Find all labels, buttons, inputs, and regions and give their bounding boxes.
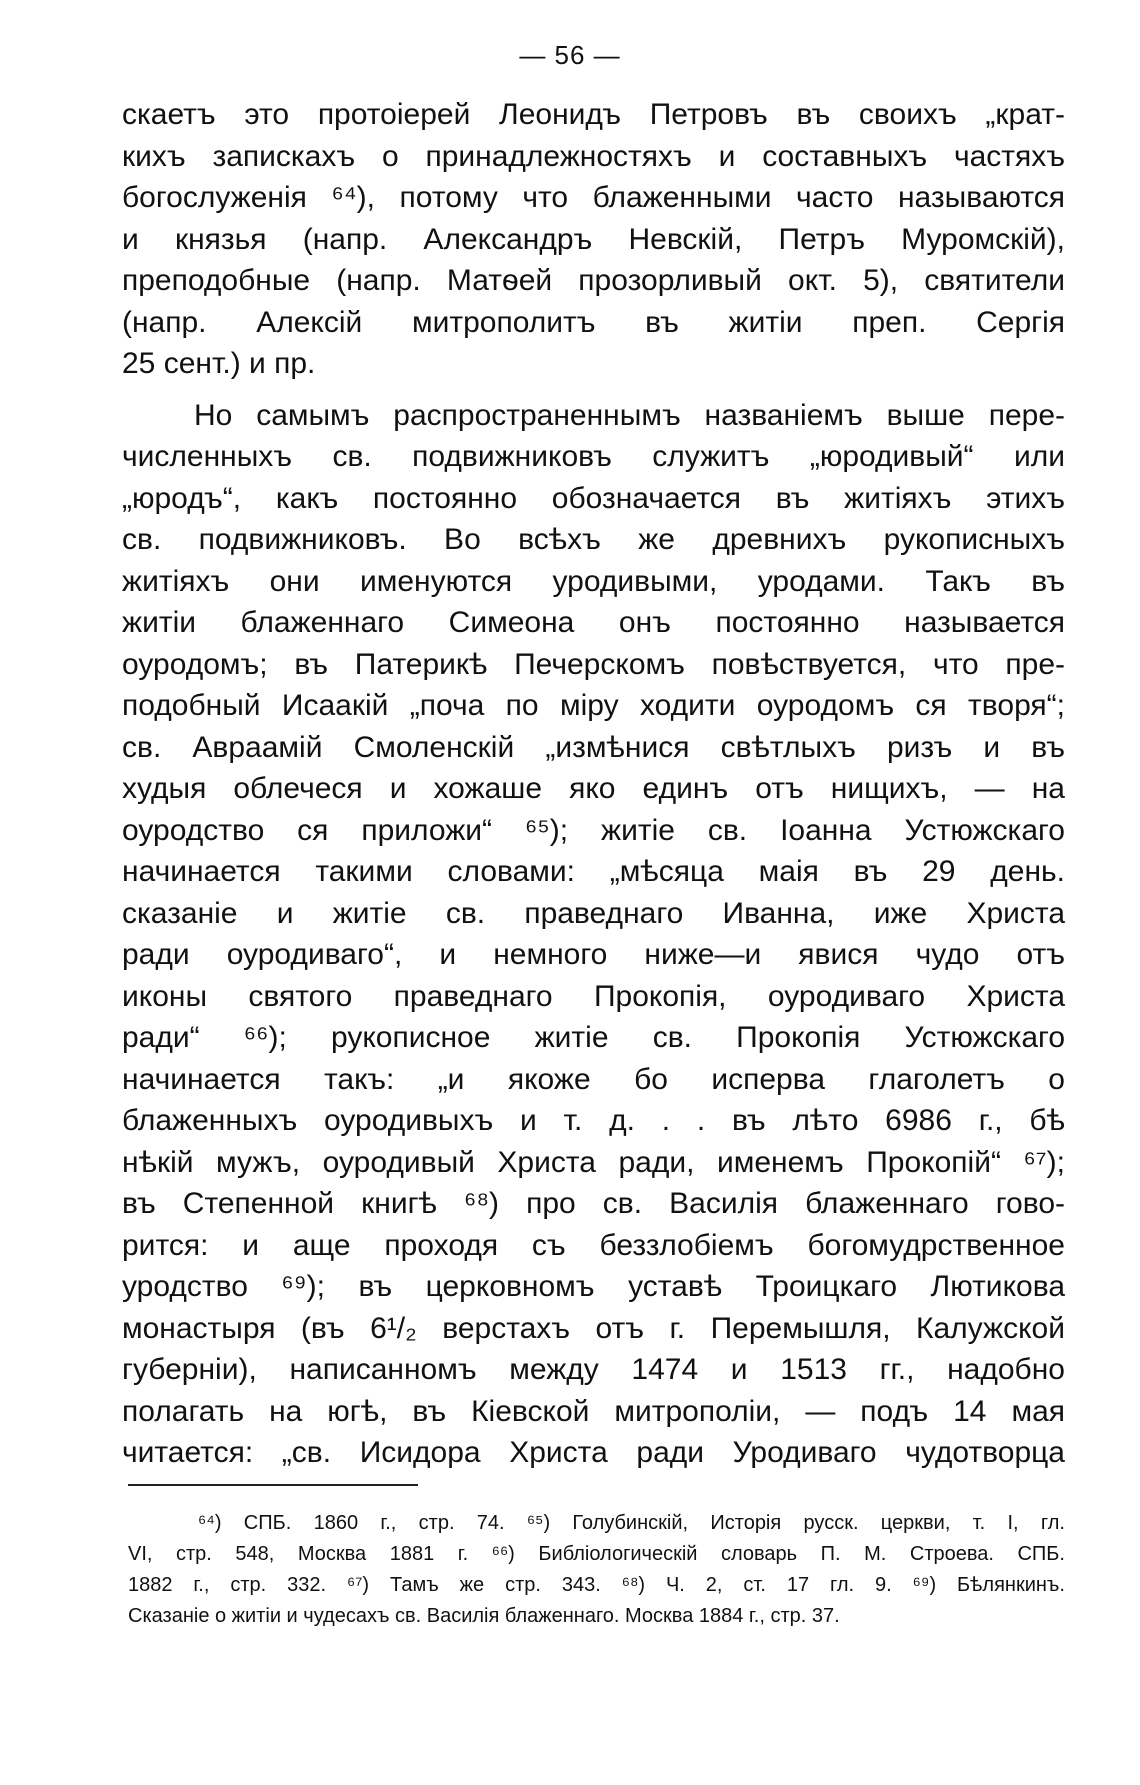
- text-line: богослуженія ⁶⁴), потому что блаженными часто называются: [122, 181, 1065, 214]
- main-text: [122, 94, 1065, 1474]
- text-line: полагать на югѣ, въ Кіевской митрополіи, — подъ 14 мая: [122, 1394, 1065, 1428]
- text-line: иконы святого праведнаго Прокопія, оуродиваго Христа: [122, 979, 1065, 1013]
- text-line: „юродъ“, какъ постоянно обозначается въ житіяхъ этихъ: [122, 481, 1065, 515]
- text-line: рится: и аще проходя съ беззлобіемъ богомудрственное: [122, 1228, 1065, 1262]
- text-line: читается: „св. Исидора Христа ради Уродиваго чудотворца: [122, 1436, 1065, 1469]
- paragraph-1: [122, 94, 1065, 385]
- text-line: ради“ ⁶⁶); рукописное житіе св. Прокопія Устюжскаго: [122, 1021, 1065, 1054]
- text-line: оуродомъ; въ Патерикѣ Печерскомъ повѣствуется, что пре-: [122, 647, 1065, 681]
- footnote-line: VI, стр. 548, Москва 1881 г. ⁶⁶) Библіологическій словарь П. М. Строева. СПБ.: [128, 1543, 1065, 1565]
- text-line: (напр. Алексій митрополитъ въ житіи преп. Сергія: [122, 305, 1065, 339]
- text-line: начинается такъ: „и якоже бо исперва глаголетъ о: [122, 1062, 1065, 1096]
- footnote-separator: [128, 1484, 418, 1486]
- text-line: 25 сент.) и пр.: [122, 347, 316, 380]
- text-line: подобный Исаакій „поча по міру ходити оуродомъ ся творя“;: [122, 689, 1065, 722]
- footnote-line: 1882 г., стр. 332. ⁶⁷) Тамъ же стр. 343. ⁶⁸) Ч. 2, ст. 17 гл. 9. ⁶⁹) Бѣлянкинъ.: [128, 1574, 1065, 1596]
- text-line: оуродство ся приложи“ ⁶⁵); житіе св. Іоанна Устюжскаго: [122, 813, 1065, 847]
- text-line: и князья (напр. Александръ Невскій, Петръ Муромскій),: [122, 222, 1065, 256]
- text-line: сказаніе и житіе св. праведнаго Иванна, иже Христа: [122, 896, 1065, 930]
- text-line: въ Степенной книгѣ ⁶⁸) про св. Василія блаженнаго гово-: [122, 1187, 1065, 1220]
- footnote-line: Сказаніе о житіи и чудесахъ св. Василія блаженнаго. Москва 1884 г., стр. 37.: [128, 1605, 840, 1627]
- text-line: блаженныхъ оуродивыхъ и т. д. . . въ лѣто 6986 г., бѣ: [122, 1104, 1065, 1137]
- text-line: св. Авраамій Смоленскій „измѣнися свѣтлыхъ ризъ и въ: [122, 730, 1065, 764]
- text-line: житіи блаженнаго Симеона онъ постоянно называется: [122, 606, 1065, 639]
- footnote-line: ⁶⁴) СПБ. 1860 г., стр. 74. ⁶⁵) Голубинскій, Исторія русск. церкви, т. I, гл.: [198, 1512, 1065, 1534]
- text-line: скаетъ это протоіерей Леонидъ Петровъ въ своихъ „крат-: [122, 98, 1065, 131]
- text-line: ради оуродиваго“, и немного ниже—и явися чудо отъ: [122, 938, 1065, 971]
- text-line: худыя облечеся и хожаше яко единъ отъ нищихъ, — на: [122, 772, 1065, 805]
- text-line: житіяхъ они именуются уродивыми, уродами. Такъ въ: [122, 564, 1065, 598]
- text-line: кихъ запискахъ о принадлежностяхъ и составныхъ частяхъ: [122, 139, 1065, 173]
- text-line: Но самымъ распространеннымъ названіемъ выше пере-: [194, 398, 1065, 432]
- page-number: — 56 —: [519, 40, 621, 70]
- text-line: св. подвижниковъ. Во всѣхъ же древнихъ рукописныхъ: [122, 523, 1065, 556]
- text-line: численныхъ св. подвижниковъ служитъ „юродивый“ или: [122, 440, 1065, 473]
- text-line: нѣкій мужъ, оуродивый Христа ради, именемъ Прокопій“ ⁶⁷);: [122, 1145, 1065, 1179]
- paragraph-2: [122, 395, 1065, 1474]
- text-line: преподобные (напр. Матѳей прозорливый окт. 5), святители: [122, 264, 1065, 297]
- text-line: уродство ⁶⁹); въ церковномъ уставѣ Троицкаго Лютикова: [122, 1270, 1065, 1303]
- text-line: начинается такими словами: „мѣсяца маія въ 29 день.: [122, 855, 1065, 888]
- footnotes: [128, 1508, 1065, 1632]
- text-line: губерніи), написанномъ между 1474 и 1513 гг., надобно: [122, 1353, 1065, 1386]
- paragraph-gap: [122, 385, 1065, 395]
- text-line: монастыря (въ 6¹/₂ верстахъ отъ г. Перемышля, Калужской: [122, 1311, 1065, 1345]
